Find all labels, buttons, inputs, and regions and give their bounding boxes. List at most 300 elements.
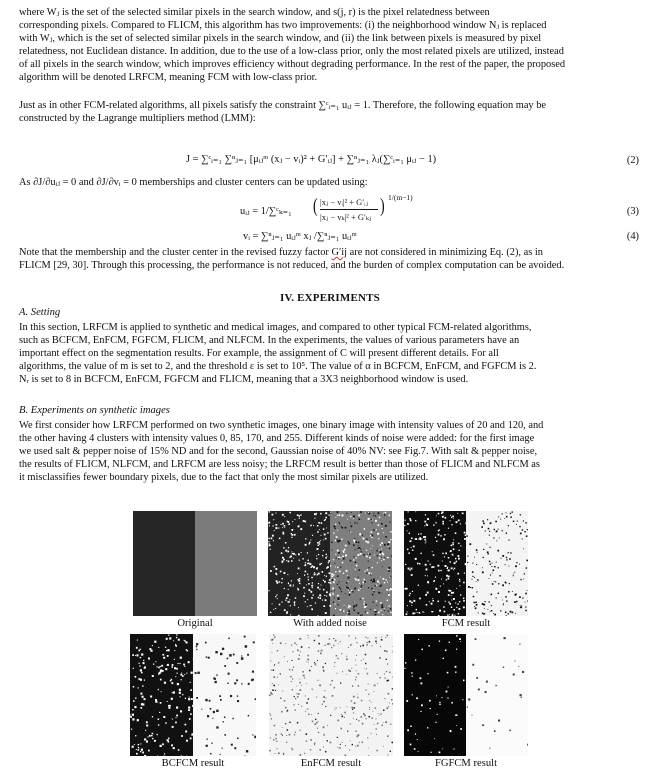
noise-speckle <box>303 520 305 522</box>
noise-speckle <box>377 555 378 556</box>
noise-speckle <box>219 695 221 697</box>
noise-speckle <box>144 755 146 756</box>
noise-speckle <box>276 582 278 584</box>
noise-speckle <box>419 598 421 600</box>
noise-speckle <box>179 689 181 691</box>
noise-speckle <box>492 566 493 567</box>
noise-speckle <box>169 637 171 639</box>
noise-speckle <box>295 709 296 710</box>
noise-speckle <box>384 674 385 675</box>
noise-speckle <box>354 702 356 704</box>
noise-speckle <box>467 556 468 557</box>
noise-speckle <box>212 718 213 719</box>
noise-speckle <box>322 704 323 705</box>
noise-speckle <box>299 578 301 580</box>
noise-speckle <box>306 733 308 735</box>
noise-speckle <box>162 654 164 656</box>
noise-speckle <box>317 525 319 527</box>
noise-speckle <box>523 520 524 521</box>
noise-speckle <box>339 587 340 588</box>
noise-speckle <box>463 680 465 682</box>
noise-speckle <box>459 608 461 610</box>
noise-speckle <box>193 658 194 659</box>
noise-speckle <box>381 548 382 549</box>
noise-speckle <box>298 658 300 660</box>
noise-speckle <box>494 581 495 582</box>
noise-speckle <box>298 607 299 608</box>
noise-speckle <box>389 605 390 606</box>
noise-speckle <box>222 748 223 749</box>
noise-speckle <box>313 566 315 568</box>
noise-speckle <box>385 512 387 514</box>
noise-speckle <box>353 518 354 519</box>
noise-speckle <box>473 602 475 604</box>
noise-speckle <box>275 753 276 754</box>
noise-speckle <box>442 561 443 562</box>
noise-speckle <box>329 605 331 607</box>
noise-speckle <box>354 602 355 603</box>
noise-speckle <box>273 739 274 740</box>
noise-speckle <box>309 542 310 543</box>
noise-speckle <box>296 686 297 687</box>
noise-speckle <box>311 585 312 586</box>
noise-speckle <box>293 667 294 668</box>
noise-speckle <box>520 607 521 608</box>
noise-speckle <box>177 683 179 685</box>
noise-speckle <box>368 755 369 756</box>
noise-speckle <box>451 524 452 525</box>
noise-speckle <box>341 539 342 540</box>
noise-speckle <box>380 593 381 594</box>
noise-speckle <box>392 688 393 689</box>
noise-speckle <box>376 728 377 729</box>
noise-speckle <box>335 563 336 564</box>
noise-speckle <box>315 602 316 603</box>
noise-speckle <box>378 524 380 526</box>
noise-speckle <box>376 529 377 530</box>
noise-speckle <box>409 569 410 570</box>
noise-speckle <box>241 683 242 684</box>
noise-speckle <box>364 581 366 583</box>
noise-speckle <box>415 558 417 560</box>
noise-speckle <box>355 562 357 564</box>
noise-speckle <box>362 742 364 744</box>
noise-speckle <box>380 544 382 546</box>
noise-speckle <box>489 535 490 536</box>
noise-speckle <box>333 615 335 617</box>
noise-speckle <box>332 588 334 590</box>
noise-speckle <box>201 709 202 710</box>
noise-speckle <box>384 582 385 583</box>
noise-speckle <box>407 549 409 551</box>
noise-speckle <box>489 578 490 579</box>
noise-speckle <box>172 666 174 668</box>
noise-speckle <box>135 655 136 656</box>
noise-speckle <box>505 612 507 614</box>
noise-speckle <box>376 585 377 586</box>
noise-speckle <box>362 615 363 616</box>
noise-speckle <box>515 565 517 567</box>
noise-speckle <box>353 718 354 719</box>
noise-speckle <box>323 701 325 703</box>
noise-speckle <box>294 601 296 603</box>
noise-speckle <box>376 600 377 601</box>
noise-speckle <box>317 728 318 729</box>
noise-speckle <box>377 581 379 583</box>
noise-speckle <box>276 738 277 739</box>
noise-speckle <box>478 612 479 613</box>
noise-speckle <box>381 523 383 525</box>
noise-speckle <box>452 592 454 594</box>
noise-speckle <box>272 535 274 537</box>
noise-speckle <box>179 692 181 694</box>
noise-speckle <box>467 707 468 708</box>
noise-speckle <box>392 742 394 744</box>
section-heading: IV. EXPERIMENTS <box>280 292 380 304</box>
noise-speckle <box>450 561 451 562</box>
noise-speckle <box>176 717 177 718</box>
noise-speckle <box>518 666 519 667</box>
noise-speckle <box>349 594 351 596</box>
noise-speckle <box>390 522 391 523</box>
noise-speckle <box>354 610 356 612</box>
noise-speckle <box>285 550 287 552</box>
noise-speckle <box>338 552 340 554</box>
noise-speckle <box>176 634 177 635</box>
noise-speckle <box>351 668 352 669</box>
noise-speckle <box>460 728 462 730</box>
noise-speckle <box>317 548 319 550</box>
noise-speckle <box>419 563 420 564</box>
noise-speckle <box>372 581 373 582</box>
noise-speckle <box>360 549 361 550</box>
noise-speckle <box>319 749 321 751</box>
noise-speckle <box>323 539 324 540</box>
noise-speckle <box>300 514 301 515</box>
noise-speckle <box>278 684 279 685</box>
noise-speckle <box>437 714 438 715</box>
noise-speckle <box>379 586 380 587</box>
noise-speckle <box>371 702 372 703</box>
noise-speckle <box>422 649 424 651</box>
noise-speckle <box>354 588 356 590</box>
noise-speckle <box>411 672 412 673</box>
noise-speckle <box>215 681 217 683</box>
noise-speckle <box>423 536 425 538</box>
update-condition-line: As ∂J/∂uᵢⱼ = 0 and ∂J/∂vᵢ = 0 memberships and cluster centers can be updated using: <box>19 177 368 188</box>
noise-speckle <box>289 599 290 600</box>
noise-speckle <box>291 580 292 581</box>
noise-speckle <box>321 535 322 536</box>
noise-speckle <box>314 723 316 725</box>
noise-speckle <box>516 601 518 603</box>
noise-speckle <box>197 672 199 674</box>
noise-speckle <box>176 645 178 647</box>
noise-speckle <box>493 570 495 572</box>
noise-speckle <box>375 585 376 586</box>
equation-3-numerator: |xⱼ − vᵢ|² + G′ᵢⱼ <box>320 197 368 207</box>
equation-4: vᵢ = ∑ⁿⱼ₌₁ uᵢⱼᵐ xⱼ /∑ⁿⱼ₌₁ uᵢⱼᵐ <box>243 231 357 242</box>
noise-speckle <box>363 582 365 584</box>
setting-line: Nᵣ is set to 8 in BCFCM, EnFCM, FGFCM and FLICM, meaning that a 3X3 neighborhood window is used. <box>19 374 469 386</box>
noise-speckle <box>366 539 368 541</box>
noise-speckle <box>447 672 449 674</box>
noise-speckle <box>454 568 455 569</box>
noise-speckle <box>519 644 520 645</box>
noise-speckle <box>318 713 319 714</box>
noise-speckle <box>385 525 387 527</box>
noise-speckle <box>308 637 309 638</box>
noise-speckle <box>341 526 342 527</box>
noise-speckle <box>431 566 433 568</box>
noise-speckle <box>508 566 509 567</box>
noise-speckle <box>205 699 207 701</box>
noise-speckle <box>140 657 141 658</box>
noise-speckle <box>388 546 389 547</box>
noise-speckle <box>416 609 417 610</box>
noise-speckle <box>436 515 437 516</box>
noise-speckle <box>329 579 331 581</box>
noise-speckle <box>285 707 287 709</box>
original-image-svg <box>133 511 257 616</box>
noise-speckle <box>135 735 136 736</box>
noise-speckle <box>508 525 509 526</box>
noise-speckle <box>526 560 528 562</box>
noise-speckle <box>178 749 180 751</box>
noise-speckle <box>375 707 377 709</box>
noise-speckle <box>252 671 254 673</box>
noise-speckle <box>354 538 355 539</box>
noise-speckle <box>152 675 154 677</box>
noise-speckle <box>196 649 197 650</box>
noise-speckle <box>390 608 391 609</box>
noise-speckle <box>183 664 185 666</box>
noise-speckle <box>362 535 363 536</box>
noise-speckle <box>362 723 364 725</box>
noise-speckle <box>483 604 484 605</box>
noise-speckle <box>290 556 292 558</box>
equation-3-left: uᵢⱼ = 1/∑ᶜₖ₌₁ <box>240 206 292 217</box>
noise-speckle <box>513 574 514 575</box>
noise-speckle <box>345 555 347 557</box>
noise-speckle <box>522 538 523 539</box>
noise-speckle <box>472 664 474 666</box>
noise-speckle <box>324 581 326 583</box>
figure-caption: FGFCM result <box>434 758 498 769</box>
noise-speckle <box>298 589 300 591</box>
noise-speckle <box>323 589 325 591</box>
noise-speckle <box>206 745 208 747</box>
noise-speckle <box>348 543 350 545</box>
noise-speckle <box>134 706 136 708</box>
noise-speckle <box>436 523 437 524</box>
noise-speckle <box>269 694 271 696</box>
noise-speckle <box>438 534 440 536</box>
noise-speckle <box>466 535 468 537</box>
noise-speckle <box>383 559 385 561</box>
noise-speckle <box>287 521 288 522</box>
noise-speckle <box>415 511 416 512</box>
noise-speckle <box>426 569 428 571</box>
noise-speckle <box>375 520 377 522</box>
noise-speckle <box>463 598 465 600</box>
noise-speckle <box>505 582 506 583</box>
noise-speckle <box>415 538 417 540</box>
noise-speckle <box>502 513 503 514</box>
noise-speckle <box>346 513 347 514</box>
noise-speckle <box>353 602 354 603</box>
noise-speckle <box>412 694 413 695</box>
noise-speckle <box>284 572 286 574</box>
noise-speckle <box>350 671 351 672</box>
noise-speckle <box>316 514 317 515</box>
noise-speckle <box>448 602 449 603</box>
noise-speckle <box>323 580 324 581</box>
noise-speckle <box>388 541 390 543</box>
noise-speckle <box>384 608 385 609</box>
noise-speckle <box>351 700 352 701</box>
noise-speckle <box>432 551 433 552</box>
noise-speckle <box>193 733 195 735</box>
noise-speckle <box>357 697 358 698</box>
noise-speckle <box>314 572 315 573</box>
noise-speckle <box>373 579 375 581</box>
noise-speckle <box>389 548 390 549</box>
noise-speckle <box>519 596 521 598</box>
noise-speckle <box>175 644 176 645</box>
noise-speckle <box>468 698 470 700</box>
noise-speckle <box>506 533 507 534</box>
noise-speckle <box>314 518 315 519</box>
noise-speckle <box>285 600 286 601</box>
noise-speckle <box>371 522 372 523</box>
noise-speckle <box>317 680 318 681</box>
noise-speckle <box>330 644 331 645</box>
noise-speckle <box>371 579 373 581</box>
noise-speckle <box>339 581 340 582</box>
noise-speckle <box>340 683 341 684</box>
noise-speckle <box>233 654 235 656</box>
noise-speckle <box>312 535 313 536</box>
noise-speckle <box>517 521 518 522</box>
noise-speckle <box>357 745 359 747</box>
noise-speckle <box>326 698 327 699</box>
noise-speckle <box>165 647 166 648</box>
noise-speckle <box>504 518 505 519</box>
noise-speckle <box>445 517 447 519</box>
noise-speckle <box>372 711 373 712</box>
noise-speckle <box>318 650 320 652</box>
noise-speckle <box>346 570 348 572</box>
noise-speckle <box>229 654 232 657</box>
noise-speckle <box>442 553 443 554</box>
intro-line: of all pixels in the search window, which improves efficiency without degrading performance. In the rest of the paper, the proposed <box>19 59 566 71</box>
noise-speckle <box>348 610 350 612</box>
noise-speckle <box>282 601 283 602</box>
noise-speckle <box>334 709 335 710</box>
noise-speckle <box>449 642 450 643</box>
noise-speckle <box>356 719 357 720</box>
noise-speckle <box>237 700 239 702</box>
noise-speckle <box>333 532 334 533</box>
noise-speckle <box>358 720 359 721</box>
noise-speckle <box>180 710 182 712</box>
noise-speckle <box>376 611 377 612</box>
noise-speckle <box>213 677 215 679</box>
noise-speckle <box>312 689 313 690</box>
noise-speckle <box>276 574 278 576</box>
bcfcm-image-svg <box>130 634 256 756</box>
noise-speckle <box>386 659 387 660</box>
noise-speckle <box>289 585 291 587</box>
noise-speckle <box>325 557 327 559</box>
noise-speckle <box>317 531 319 533</box>
noise-speckle <box>482 613 483 614</box>
noise-speckle <box>307 599 308 600</box>
noise-speckle <box>420 553 421 554</box>
noise-speckle <box>453 569 454 570</box>
noise-speckle <box>381 639 383 641</box>
noise-speckle <box>356 670 357 671</box>
noise-speckle <box>167 701 168 702</box>
noise-speckle <box>292 521 293 522</box>
noise-speckle <box>383 746 384 747</box>
noise-speckle <box>236 662 238 664</box>
noise-speckle <box>322 666 323 667</box>
noise-speckle <box>307 606 308 607</box>
noise-speckle <box>346 582 348 584</box>
noise-speckle <box>323 605 325 607</box>
noise-speckle <box>310 591 312 593</box>
noise-speckle <box>491 605 492 606</box>
noise-speckle <box>442 697 443 698</box>
noise-speckle <box>337 658 339 660</box>
noise-speckle <box>299 583 300 584</box>
noise-speckle <box>456 521 458 523</box>
noise-speckle <box>320 653 322 655</box>
noise-speckle <box>443 538 445 540</box>
noise-speckle <box>320 513 322 515</box>
noise-speckle <box>280 642 282 644</box>
noise-speckle <box>292 651 293 652</box>
noise-speckle <box>350 644 352 646</box>
noise-speckle <box>367 737 368 738</box>
noise-speckle <box>188 661 190 663</box>
noise-speckle <box>494 730 496 732</box>
noise-speckle <box>327 644 328 645</box>
noise-speckle <box>294 696 295 697</box>
noise-speckle <box>275 608 276 609</box>
noise-speckle <box>308 577 309 578</box>
noise-speckle <box>321 585 322 586</box>
noise-speckle <box>388 693 390 695</box>
noise-speckle <box>444 611 446 613</box>
noise-speckle <box>130 716 132 718</box>
noise-speckle <box>525 606 526 607</box>
noise-speckle <box>295 698 296 699</box>
noise-speckle <box>514 572 515 573</box>
noise-speckle <box>373 515 374 516</box>
noise-speckle <box>337 737 338 738</box>
noise-speckle <box>496 597 497 598</box>
noise-speckle <box>519 564 520 565</box>
noise-speckle <box>295 519 296 520</box>
noise-speckle <box>255 698 256 700</box>
noise-speckle <box>359 742 360 743</box>
noise-speckle <box>498 583 499 584</box>
noise-speckle <box>326 576 327 577</box>
noise-speckle <box>173 640 174 641</box>
